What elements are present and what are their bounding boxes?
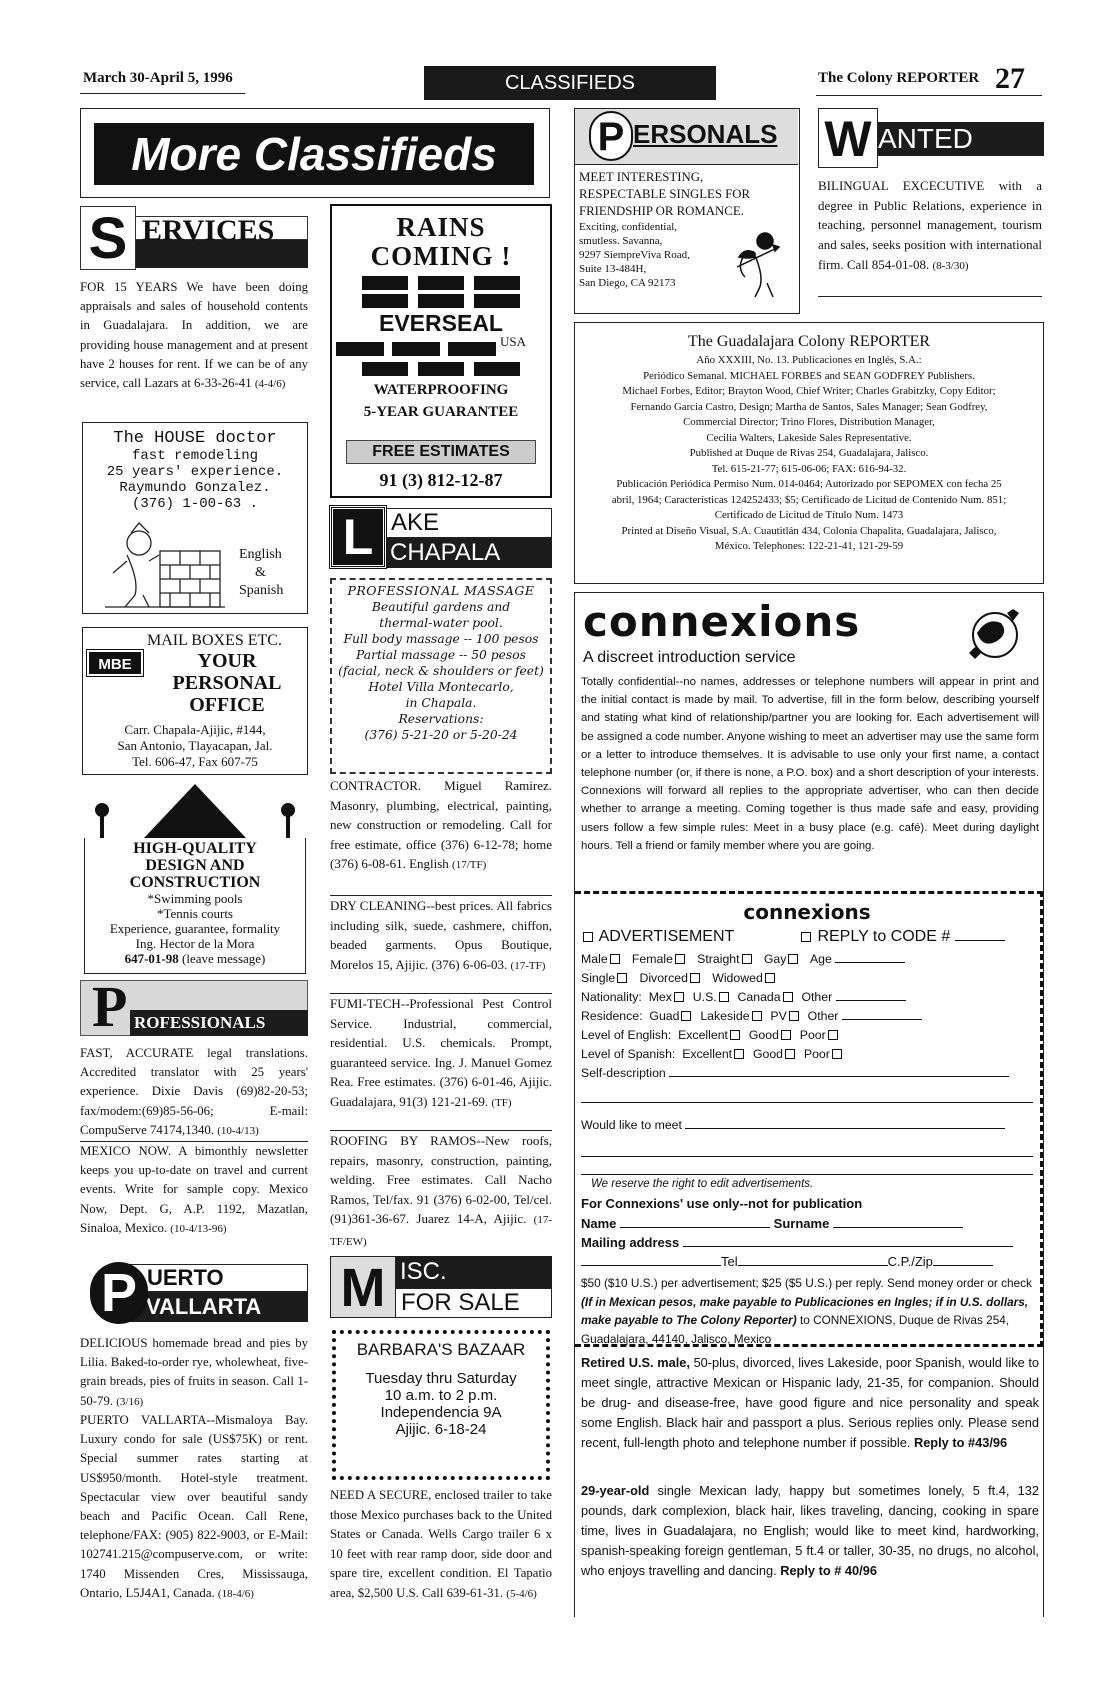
- construction-line3: CONSTRUCTION: [129, 874, 261, 891]
- masthead-line8: Tel. 615-21-77; 615-06-06; FAX: 616-94-32.: [711, 462, 907, 475]
- connexions-ad1-reply: Reply to #43/96: [913, 1435, 1008, 1450]
- house-doctor-line2: 25 years' experience.: [106, 464, 284, 480]
- everseal-usa: USA: [500, 334, 527, 349]
- construction-phone: 647-01-98: [124, 951, 179, 966]
- bazaar-line2: 10 a.m. to 2 p.m.: [384, 1387, 498, 1404]
- professionals-ad2-text: MEXICO NOW. A bimonthly newsletter keeps you up-to-date on travel and current events. Write for sample copy. Mexico Now, Dept. G, A.P. 1192, Mazatlan, Sinaloa, Mexico.: [80, 1144, 308, 1235]
- house-doctor-phone: (376) 1-00-63 .: [131, 496, 259, 512]
- personals-line2: RESPECTABLE SINGLES FOR: [579, 187, 751, 201]
- house-doctor-title: The HOUSE doctor: [113, 429, 277, 448]
- connexions-ad1: [581, 1353, 1039, 1453]
- form-self-description[interactable]: [581, 1066, 1033, 1080]
- massage-line3: Full body massage -- 100 pesos: [343, 632, 539, 646]
- date-rule: [80, 93, 245, 94]
- everseal-line1: RAINS: [396, 212, 486, 242]
- chapala-ad4-text: ROOFING BY RAMOS--New roofs, repairs, masonry, construction, painting, welding. Free estimates. Call Nacho Ramos, Tel/fax. 91 (376) 6-02-00, Tel/cel. (91)361-36-67. Juarez 14-A, Ajijic.: [330, 1133, 552, 1226]
- form-eng-excellent[interactable]: Excellent: [678, 1028, 742, 1042]
- form-pv[interactable]: PV: [770, 1009, 800, 1023]
- mbe-line1: MAIL BOXES ETC.: [147, 632, 282, 649]
- misc-ad1-text: NEED A SECURE, enclosed trailer to take those Mexico purchases back to the United States or Canada. Wells Cargo trailer 6 x 10 feet with rear ramp door, side door and spare tire, excellent condition. El Tapatio area, $2,500 U.S. Call 639-61-31.: [330, 1488, 552, 1600]
- chapala-ad1-text: CONTRACTOR. Miguel Ramirez. Masonry, plumbing, electrical, painting, new construction or remodeling. Call for free estimate, office (376) 6-12-78; home (376) 6-08-61. English: [330, 778, 552, 871]
- everseal-line2: COMING !: [370, 241, 512, 271]
- construction-line1: HIGH-QUALITY: [133, 840, 257, 857]
- chapala-ad3: [330, 994, 552, 1113]
- construction-line6: Experience, guarantee, formality: [109, 921, 281, 936]
- form-row-gender: [581, 952, 905, 966]
- form-nat-other[interactable]: Other: [801, 990, 905, 1004]
- personals-line4: Exciting, confidential,: [579, 221, 678, 233]
- mbe-addr2: San Antonio, Tlayacapan, Jal.: [117, 738, 273, 753]
- massage-line4: Partial massage -- 50 pesos: [356, 648, 526, 662]
- connexions-ad1-text: 50-plus, divorced, lives Lakeside, poor Spanish, would like to meet single, attractive Mexican or Hispanic lady, 21-35, for companion. Should be drug- and disease-free, have good figure and nice personality and speak some English. Black hair and passport a plus. Serious replies only. Please send recent, full-length photo and telephone number if possible.: [581, 1355, 1040, 1450]
- wanted-rule: [818, 296, 1042, 297]
- mbe-logo: MBE: [87, 650, 143, 676]
- pv-ad1-code: (3/16): [116, 1395, 144, 1408]
- masthead-title: The Guadalajara Colony REPORTER: [687, 333, 931, 350]
- services-ad: [80, 278, 308, 393]
- everseal-blocks-4: [362, 362, 520, 376]
- form-ad-label: ADVERTISEMENT: [598, 928, 735, 945]
- form-logo: connexions: [743, 900, 871, 924]
- form-price1: $50 ($10 U.S.) per advertisement; $25 ($5 U.S.) per reply. Send money order or check: [581, 1276, 1032, 1290]
- personals-ad: [574, 108, 800, 314]
- chapala-ad2-code: (17-TF): [510, 959, 546, 972]
- masthead-line5: Commercial Director; Trino Flores, Distribution Manager,: [683, 416, 935, 428]
- misc-heading: [330, 1256, 552, 1322]
- form-price2: (If in Mexican pesos, make payable to Publicaciones en Ingles; if in U.S. dollars, make payable to The Colony Reporter): [581, 1294, 1029, 1327]
- construction-ad: [84, 838, 306, 974]
- massage-phone: (376) 5-21-20 or 5-20-24: [364, 728, 518, 742]
- masthead-line2: Periódico Semanal. MICHAEL FORBES and SEAN GODFREY Publishers.: [643, 369, 975, 382]
- form-name-label: Name: [581, 1216, 617, 1231]
- massage-line8: Reservations:: [398, 712, 484, 726]
- form-cp-label: C.P./Zip: [887, 1254, 933, 1269]
- form-price-text: [581, 1274, 1035, 1348]
- professionals-letter: P: [92, 974, 128, 1039]
- connexions-section: [574, 592, 1044, 1617]
- masthead-line1: Año XXXIII, No. 13. Publicaciones en Inglés, S.A.:: [696, 354, 922, 366]
- form-address-row[interactable]: [581, 1235, 1033, 1250]
- chapala-heading: [330, 506, 552, 570]
- house-doctor-lang2: &: [255, 565, 266, 580]
- form-surname-label: Surname: [773, 1216, 830, 1231]
- pv-heading: [80, 1262, 308, 1328]
- chapala-ad1: [330, 776, 552, 876]
- connexions-ad2-lead: 29-year-old: [581, 1483, 650, 1498]
- pv-ad2: [80, 1411, 308, 1603]
- form-price3: to CONNEXIONS, Duque de Rivas 254, Guadalajara, 44140, Jalisco, Mexico: [581, 1313, 1010, 1346]
- bazaar-line4: Ajijic. 6-18-24: [395, 1421, 487, 1438]
- form-straight[interactable]: Straight: [697, 952, 753, 966]
- form-gay[interactable]: Gay: [764, 952, 801, 966]
- connexions-form: [575, 891, 1043, 1347]
- personals-line1: MEET INTERESTING,: [579, 170, 704, 184]
- form-reply-label: REPLY to CODE #: [817, 928, 951, 945]
- chapala-ad3-text: FUMI-TECH--Professional Pest Control Service. Industrial, commercial, residential. U.S. chemicals. Prompt, guaranteed service. Ing. J. Manuel Gomez Rea. Free estimates. (376) 6-01-46, Ajijic. Guadalajara, 91(3) 121-21-69.: [330, 996, 552, 1109]
- construction-line4: *Swimming pools: [147, 891, 243, 906]
- form-spanish-label: Level of Spanish:: [581, 1047, 676, 1061]
- construction-phone-row: [85, 951, 305, 966]
- construction-line5: *Tennis courts: [157, 906, 233, 921]
- masthead-line9: Publicación Periódica Permiso Num. 014-0464; Autorizado por SEPOMEX con fecha 25: [616, 478, 1002, 490]
- form-widowed[interactable]: Widowed: [712, 971, 777, 985]
- construction-phone-note: (leave message): [182, 951, 266, 966]
- misc-ad1-code: (5-4/6): [506, 1587, 537, 1600]
- form-eng-good[interactable]: Good: [749, 1028, 793, 1042]
- misc-letter: M: [330, 1256, 396, 1318]
- masthead-line11: Certificado de Licitud de Título Num. 1473: [714, 509, 904, 521]
- massage-line6: Hotel Villa Montecarlo,: [368, 680, 514, 694]
- wanted-ad-text: BILINGUAL EXCECUTIVE with a degree in Public Relations, experience in teaching, personnel management, tourism and sales, seeks position with international firm. Call 854-01-08.: [818, 178, 1042, 272]
- page-number: 27: [995, 62, 1025, 95]
- everseal-line4: 5-YEAR GUARANTEE: [363, 404, 519, 420]
- form-tel-row[interactable]: [581, 1254, 1033, 1269]
- services-ad-text: FOR 15 YEARS We have been doing appraisals and sales of household contents in Guadalajara. In addition, we are providing house management and at present have 2 houses for rent. If we can be of any service, call Lazars at 6-33-26-41: [80, 280, 308, 390]
- form-meet-line2[interactable]: [581, 1156, 1033, 1157]
- chapala-ad4-code: (17-TF/EW): [330, 1214, 552, 1248]
- mbe-addr1: Carr. Chapala-Ajijic, #144,: [124, 722, 266, 737]
- form-row-residence: [581, 1009, 922, 1023]
- form-reserve-note: We reserve the right to edit advertisements.: [591, 1178, 814, 1190]
- pv-ad2-text: PUERTO VALLARTA--Mismaloya Bay. Luxury condo for sale (US$75K) or rent. Special summer rates starting at US$950/month. Hotel-style treatment. Spectacular view over beautiful sandy beach and Pacific Ocean. Call Rene, telephone/FAX: (905) 822-9003, or E-Mail: 102741.215@compuserve.com, or write: 1740 Missenden Cres, Mississauga, Ontario, L5J4A1, Canada.: [80, 1413, 308, 1600]
- mbe-ad: [82, 627, 308, 775]
- form-eng-poor[interactable]: Poor: [800, 1028, 840, 1042]
- form-row-spanish: [581, 1047, 844, 1061]
- wanted-heading: [818, 108, 1044, 172]
- form-meet-line3[interactable]: [581, 1174, 1033, 1175]
- wanted-ad-code: (8-3/30): [932, 259, 969, 272]
- professionals-ad2: [80, 1142, 308, 1238]
- form-spa-excellent[interactable]: Excellent: [682, 1047, 746, 1061]
- masthead-line4: Fernando Garcia Castro, Design; Martha de Santos, Sales Manager; Sean Godfrey,: [630, 400, 988, 413]
- everseal-ad: [330, 204, 552, 498]
- form-option-reply[interactable]: [799, 928, 1005, 946]
- massage-ad: [330, 578, 552, 774]
- connexions-ad2: [581, 1481, 1039, 1581]
- mbe-line3: PERSONAL: [172, 672, 282, 694]
- form-office-use: For Connexions' use only--not for publication: [581, 1196, 863, 1211]
- form-divorced[interactable]: Divorced: [639, 971, 702, 985]
- form-single[interactable]: Single: [581, 971, 629, 985]
- form-res-other[interactable]: Other: [808, 1009, 922, 1023]
- form-meet[interactable]: [581, 1118, 1033, 1132]
- personals-rest: ERSONALS: [633, 119, 778, 149]
- bricklayer-icon: [105, 521, 225, 609]
- connexions-logo: connexions: [583, 597, 861, 646]
- masthead-line13: México. Telephones: 122-21-41, 121-29-59: [714, 540, 904, 552]
- professionals-ad1-text: FAST, ACCURATE legal translations. Accredited translator with 25 years' experience. Dixie Davis (69)82-20-53; fax/modem:(69)85-56-06; E-mail: CompuServe 74174,1340.: [80, 1046, 308, 1137]
- form-male[interactable]: Male: [581, 952, 622, 966]
- chapala-ad1-code: (17/TF): [452, 859, 487, 871]
- form-row-status: [581, 971, 777, 985]
- personals-line6: 9297 SiempreViva Road,: [579, 249, 690, 261]
- massage-line2: thermal-water pool.: [379, 616, 503, 630]
- form-us[interactable]: U.S.: [693, 990, 731, 1004]
- form-self-line2[interactable]: [581, 1102, 1033, 1103]
- wanted-ad: [818, 176, 1042, 277]
- personals-letter: P: [589, 111, 633, 161]
- form-row-nationality: [581, 990, 906, 1004]
- house-doctor-lang3: Spanish: [239, 583, 284, 598]
- personals-line7: Suite 13-484H,: [579, 263, 647, 275]
- personals-line5: smutless. Savanna,: [579, 235, 663, 247]
- issue-date: March 30-April 5, 1996: [83, 70, 233, 86]
- form-lakeside[interactable]: Lakeside: [700, 1009, 763, 1023]
- house-roof-icon: [84, 780, 306, 838]
- mbe-line2: YOUR: [197, 650, 257, 672]
- wanted-letter: W: [818, 108, 878, 168]
- everseal-brand: EVERSEAL: [379, 310, 503, 336]
- massage-title: PROFESSIONAL MASSAGE: [347, 583, 535, 598]
- massage-line5: (facial, neck & shoulders or feet): [338, 664, 544, 678]
- misc-band-top: ISC.: [392, 1256, 552, 1288]
- personals-line8: San Diego, CA 92173: [579, 277, 676, 289]
- everseal-blocks-2: [362, 294, 520, 308]
- connexions-ad2-reply: Reply to # 40/96: [780, 1563, 877, 1578]
- construction-line7: Ing. Hector de la Mora: [135, 936, 255, 951]
- masthead-line3: Michael Forbes, Editor; Brayton Wood, Chief Writer; Charles Grabitzky, Copy Editor;: [622, 385, 996, 397]
- connexions-intro: Totally confidential--no names, addresses or telephone numbers will appear in print and the initial contact is made by mail. To advertise, fill in the form below, describing yourself and stating what kind of relationship/partner you are looking for. Each advertisement will be assigned a code number. Anyone wishing to meet an advertiser may use the same form or a letter to introduce themselves. It is advisable to use only your first name, a contact telephone number (or, if there is none, a P.O. box) and a short description of your interests. Connexions will forward all replies to the appropriate advertiser, who can then decide whether to arrange a meeting. Coming together is thus made safe and easy, providing users follow a few simple rules: Meet in a busy place (e.g. café). Meet during daylight hours. Tell a friend or family member where you are going.: [581, 676, 1039, 852]
- pv-band-bottom: VALLARTA: [128, 1292, 308, 1322]
- form-row-english: [581, 1028, 840, 1042]
- form-spa-good[interactable]: Good: [753, 1047, 797, 1061]
- chapala-ad2-text: DRY CLEANING--best prices. All fabrics including silk, suede, cashmere, chiffon, beaded garments. Opus Boutique, Morelos 15, Ajijic. (376) 6-06-03.: [330, 898, 552, 972]
- mbe-line4: OFFICE: [189, 694, 265, 716]
- masthead-line7: Published at Duque de Rivas 254, Guadalajara, Jalisco.: [689, 447, 929, 459]
- form-guad[interactable]: Guad: [649, 1009, 693, 1023]
- paper-rule: [816, 95, 1042, 96]
- chapala-ad4: [330, 1131, 552, 1252]
- section-title: CLASSIFIEDS: [424, 66, 716, 100]
- misc-ad1: [330, 1486, 552, 1605]
- chapala-letter: L: [330, 506, 386, 568]
- form-english-label: Level of English:: [581, 1028, 672, 1042]
- form-canada[interactable]: Canada: [738, 990, 795, 1004]
- pv-ad1-text: DELICIOUS homemade bread and pies by Lilia. Baked-to-order rye, wholewheat, five-grain breads, pies of fruits in season. Call 1-50-79.: [80, 1336, 308, 1408]
- services-rest: ERVICES: [142, 214, 275, 247]
- more-classifieds-box: [80, 108, 550, 198]
- professionals-rest: ROFESSIONALS: [130, 1010, 308, 1036]
- everseal-blocks-3: [336, 342, 496, 356]
- house-doctor-line1: fast remodeling: [131, 448, 259, 464]
- form-age[interactable]: Age: [810, 952, 905, 966]
- professionals-ad1: [80, 1044, 308, 1140]
- chapala-ad3-code: (TF): [491, 1096, 512, 1109]
- massage-line7: in Chapala.: [405, 696, 477, 710]
- form-nationality-label: Nationality:: [581, 990, 642, 1004]
- services-heading: [80, 206, 308, 272]
- everseal-line3: WATERPROOFING: [373, 382, 509, 398]
- house-doctor-line3: Raymundo Gonzalez.: [119, 480, 271, 496]
- form-ad-checkbox[interactable]: [583, 932, 593, 942]
- pv-band-top: UERTO: [128, 1264, 308, 1292]
- house-doctor-lang1: English: [239, 547, 282, 562]
- professionals-heading: [80, 974, 308, 1039]
- construction-line2: DESIGN AND: [145, 857, 245, 874]
- masthead-line10: abril, 1964; Características 124252433; $5; Certificado de Licitud de Contenido Num. 851;: [611, 493, 1007, 506]
- form-spa-poor[interactable]: Poor: [804, 1047, 844, 1061]
- form-mex[interactable]: Mex: [649, 990, 686, 1004]
- everseal-estimates: FREE ESTIMATES: [346, 440, 536, 464]
- pv-ad1: [80, 1334, 308, 1411]
- services-ad-code: (4-4/6): [254, 377, 286, 390]
- hearts-globe-icon: [967, 607, 1023, 659]
- connexions-tagline: A discreet introduction service: [583, 649, 796, 666]
- form-name-row[interactable]: [581, 1216, 1033, 1231]
- professionals-ad1-code: (10-4/13): [217, 1124, 259, 1137]
- form-address-label: Mailing address: [581, 1235, 680, 1250]
- everseal-phone: 91 (3) 812-12-87: [379, 470, 503, 490]
- masthead: [574, 322, 1044, 584]
- form-meet-label: Would like to meet: [581, 1118, 682, 1132]
- cupid-icon: [733, 227, 793, 299]
- form-reply-checkbox[interactable]: [801, 932, 811, 942]
- everseal-blocks-1: [362, 276, 520, 290]
- professionals-ad2-code: (10-4/13-96): [170, 1222, 227, 1235]
- wanted-band: ANTED: [856, 122, 1044, 156]
- form-female[interactable]: Female: [632, 952, 687, 966]
- paper-name: The Colony REPORTER: [818, 70, 980, 86]
- connexions-ad1-lead: Retired U.S. male,: [581, 1355, 690, 1370]
- form-option-ad[interactable]: [581, 928, 734, 946]
- more-classifieds-banner: More Classifieds: [94, 123, 534, 185]
- chapala-band-bottom: CHAPALA: [380, 538, 552, 568]
- connexions-ad2-text: single Mexican lady, happy but sometimes lonely, 5 ft.4, 132 pounds, dark complexion, black hair, likes traveling, dancing, cooking in spare time, lives in Guadalajara, no English; would like to meet kind, hardworking, spanish-speaking foreign gentleman, 5 ft.4 or taller, 30-35, no drugs, no alcohol, who enjoys travelling and dancing.: [581, 1483, 1039, 1578]
- chapala-band-top: AKE: [380, 508, 552, 538]
- massage-line1: Beautiful gardens and: [371, 600, 511, 614]
- bazaar-ad: [332, 1330, 550, 1480]
- chapala-ad2: [330, 896, 552, 976]
- pv-ad2-code: (18-4/6): [217, 1587, 254, 1600]
- form-residence-label: Residence:: [581, 1009, 643, 1023]
- bazaar-line3: Independencia 9A: [380, 1404, 502, 1421]
- form-tel-label: Tel: [721, 1254, 738, 1269]
- bazaar-line1: Tuesday thru Saturday: [365, 1370, 517, 1387]
- pv-letter: P: [90, 1262, 148, 1324]
- masthead-line12: Printed at Diseño Visual, S.A. Cuautitlán 434, Colonia Chapalita, Guadalajara, Jalisco,: [621, 524, 997, 537]
- form-self-label: Self-description: [581, 1066, 666, 1080]
- services-letter: S: [80, 206, 136, 270]
- misc-band-bottom: FOR SALE: [392, 1288, 552, 1318]
- house-doctor-ad: [82, 422, 308, 614]
- bazaar-title: BARBARA'S BAZAAR: [356, 1340, 526, 1359]
- personals-line3: FRIENDSHIP OR ROMANCE.: [579, 204, 744, 218]
- masthead-line6: Cecilia Walters, Lakeside Sales Representative.: [706, 431, 912, 444]
- mbe-addr3: Tel. 606-47, Fax 607-75: [132, 754, 258, 769]
